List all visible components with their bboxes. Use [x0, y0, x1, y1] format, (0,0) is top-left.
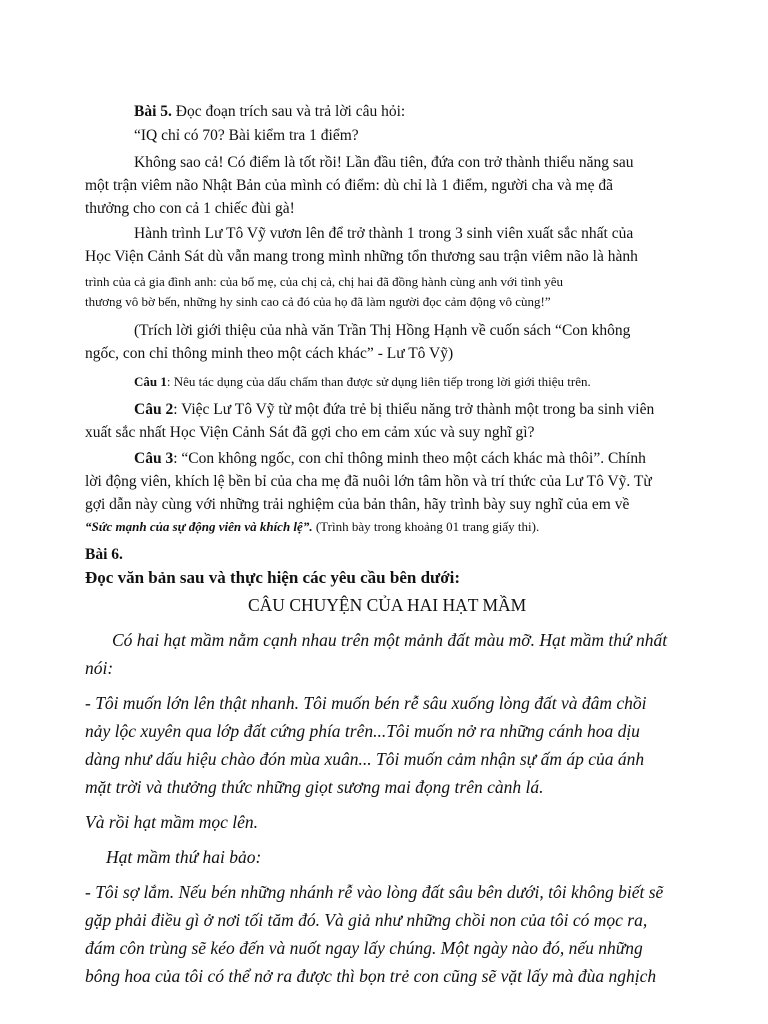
story-line: gặp phải điều gì ở nơi tối tăm đó. Và giả như những chồi non của tôi có mọc ra,	[85, 910, 648, 930]
story-line: - Tôi sợ lắm. Nếu bén những nhánh rễ vào lòng đất sâu bên dưới, tôi không biết sẽ	[85, 882, 664, 902]
q3-text: : “Con không ngốc, con chỉ thông minh theo một cách khác mà thôi”. Chính	[173, 450, 646, 467]
q3-line-4	[85, 520, 539, 533]
bai5-source-line: (Trích lời giới thiệu của nhà văn Trần Thị Hồng Hạnh về cuốn sách “Con không	[134, 322, 631, 339]
bai5-quote-line: “IQ chỉ có 70? Bài kiểm tra 1 điểm?	[134, 127, 359, 144]
q3-emphasis: “Sức mạnh của sự động viên và khích lệ”.	[85, 519, 313, 534]
q1-label: Câu 1	[134, 374, 167, 389]
q3-tail: (Trình bày trong khoảng 01 trang giấy thi).	[312, 519, 540, 534]
bai6-label: Bài 6.	[85, 546, 123, 563]
story-line: Và rồi hạt mầm mọc lên.	[85, 812, 259, 832]
story-line: bông hoa của tôi có thể nở ra được thì bọn trẻ con cũng sẽ vặt lấy mà đùa nghịch	[85, 966, 657, 986]
bai5-heading	[134, 104, 405, 120]
q1-text: : Nêu tác dụng của dấu chấm than được sử dụng liên tiếp trong lời giới thiệu trên.	[166, 374, 591, 389]
bai5-p1-line: Không sao cả! Có điểm là tốt rồi! Lần đầu tiên, đứa con trở thành thiểu năng sau	[134, 154, 634, 171]
story-line: mặt trời và thưởng thức những giọt sương mai đọng trên cành lá.	[85, 777, 544, 797]
story-line: dàng như dấu hiệu chào đón mùa xuân... Tôi muốn cảm nhận sự ấm áp của ánh	[85, 749, 645, 769]
story-line: đám côn trùng sẽ kéo đến và nuốt ngay lấy chúng. Một ngày nào đó, nếu những	[85, 938, 643, 958]
q2-text: : Việc Lư Tô Vỹ từ một đứa trẻ bị thiểu năng trở thành một trong ba sinh viên	[173, 401, 655, 418]
bai5-p2-line: Hành trình Lư Tô Vỹ vươn lên để trở thành 1 trong 3 sinh viên xuất sắc nhất của	[134, 225, 634, 242]
story-line: Hạt mầm thứ hai bảo:	[106, 847, 262, 867]
story-line: Có hai hạt mầm nằm cạnh nhau trên một mảnh đất màu mỡ. Hạt mầm thứ nhất	[112, 630, 668, 650]
bai5-question-2	[134, 402, 654, 418]
bai5-question-3	[134, 451, 646, 467]
q3-line-3: gợi dẫn này cùng với những trải nghiệm của bản thân, hãy trình bày suy nghĩ của em về	[85, 496, 630, 513]
bai5-source-line: ngốc, con chỉ thông minh theo một cách khác” - Lư Tô Vỹ)	[85, 345, 454, 362]
bai5-p2-line: thương vô bờ bến, những hy sinh cao cả đó của họ đã làm người đọc cảm động vô cùng!”	[85, 294, 551, 309]
bai5-p1-line: một trận viêm não Nhật Bản của mình có điểm: dù chỉ là 1 điểm, người cha và mẹ đã	[85, 177, 613, 194]
q3-label: Câu 3	[134, 450, 174, 467]
bai5-instruction: Đọc đoạn trích sau và trả lời câu hỏi:	[171, 103, 406, 120]
bai5-label: Bài 5.	[134, 103, 172, 120]
q3-line-2: lời động viên, khích lệ bền bỉ của cha mẹ đã nuôi lớn tâm hồn và trí thức của Lư Tô Vỹ. Từ	[85, 473, 652, 490]
q2-label: Câu 2	[134, 401, 174, 418]
bai5-p2-line: trình của cả gia đình anh: của bố mẹ, của chị cả, chị hai đã đồng hành cùng anh với tình yêu	[85, 274, 563, 289]
bai6-instruction: Đọc văn bản sau và thực hiện các yêu cầu bên dưới:	[85, 568, 461, 587]
story-line: nảy lộc xuyên qua lớp đất cứng phía trên...Tôi muốn nở ra những cánh hoa dịu	[85, 721, 640, 741]
q2-line-2: xuất sắc nhất Học Viện Cảnh Sát đã gợi cho em cảm xúc và suy nghĩ gì?	[85, 424, 535, 441]
story-title: CÂU CHUYỆN CỦA HAI HẠT MẦM	[248, 595, 527, 615]
bai5-p2-line: Học Viện Cảnh Sát dù vẫn mang trong mình những tổn thương sau trận viêm não là hành	[85, 248, 638, 265]
story-line: - Tôi muốn lớn lên thật nhanh. Tôi muốn bén rễ sâu xuống lòng đất và đâm chồi	[85, 693, 647, 713]
bai5-p1-line: thưởng cho con cả 1 chiếc đùi gà!	[85, 200, 295, 217]
story-line: nói:	[85, 658, 114, 678]
bai5-question-1	[134, 375, 591, 388]
